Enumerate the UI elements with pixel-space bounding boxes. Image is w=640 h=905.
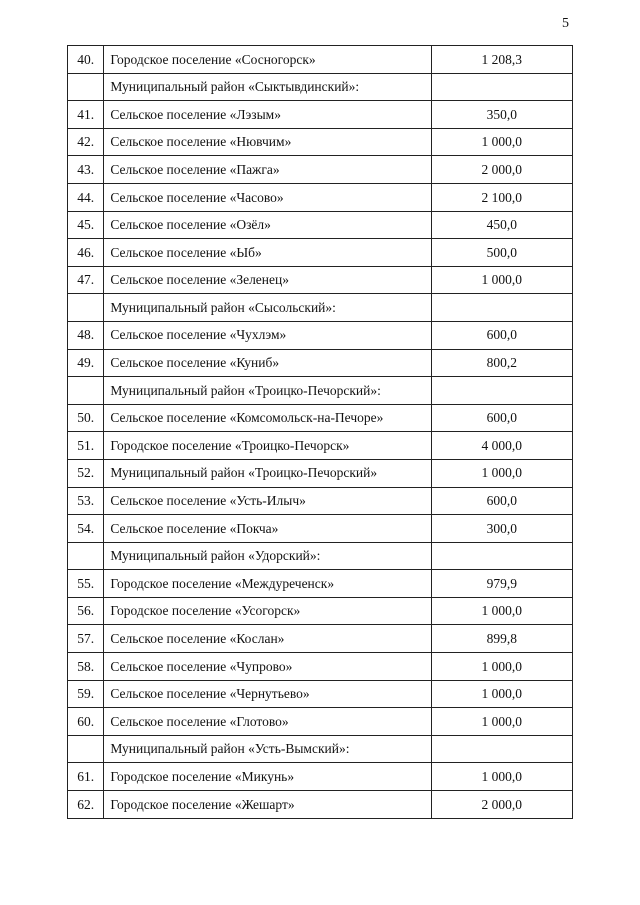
table-row <box>68 211 573 239</box>
settlement-name-cell: Сельское поселение «Нювчим» <box>104 128 431 156</box>
table-row <box>68 128 573 156</box>
settlement-name-cell: Сельское поселение «Комсомольск-на-Печоре» <box>104 404 431 432</box>
amount-cell <box>431 735 572 763</box>
amount-cell: 1 000,0 <box>431 653 572 681</box>
row-number-cell: 44. <box>68 183 104 211</box>
settlement-name-cell: Городское поселение «Сосногорск» <box>104 46 431 74</box>
row-number-cell: 41. <box>68 101 104 129</box>
settlement-name-cell: Сельское поселение «Ыб» <box>104 239 431 267</box>
allocation-table <box>67 45 573 819</box>
table-row <box>68 266 573 294</box>
row-number-cell: 52. <box>68 459 104 487</box>
table-row <box>68 101 573 129</box>
settlement-name-cell: Муниципальный район «Удорский»: <box>104 542 431 570</box>
table-row <box>68 156 573 184</box>
table-row <box>68 653 573 681</box>
table-row <box>68 349 573 377</box>
amount-cell: 800,2 <box>431 349 572 377</box>
settlement-name-cell: Сельское поселение «Лэзым» <box>104 101 431 129</box>
row-number-cell: 54. <box>68 515 104 543</box>
settlement-name-cell: Сельское поселение «Покча» <box>104 515 431 543</box>
amount-cell: 1 208,3 <box>431 46 572 74</box>
settlement-name-cell: Городское поселение «Микунь» <box>104 763 431 791</box>
row-number-cell <box>68 735 104 763</box>
district-header-row <box>68 377 573 405</box>
row-number-cell: 59. <box>68 680 104 708</box>
settlement-name-cell: Сельское поселение «Чупрово» <box>104 653 431 681</box>
row-number-cell: 55. <box>68 570 104 598</box>
settlement-name-cell: Сельское поселение «Чернутьево» <box>104 680 431 708</box>
settlement-name-cell: Сельское поселение «Зеленец» <box>104 266 431 294</box>
amount-cell <box>431 294 572 322</box>
row-number-cell: 62. <box>68 791 104 819</box>
row-number-cell: 45. <box>68 211 104 239</box>
settlement-name-cell: Сельское поселение «Глотово» <box>104 708 431 736</box>
table-row <box>68 459 573 487</box>
amount-cell: 1 000,0 <box>431 459 572 487</box>
row-number-cell: 58. <box>68 653 104 681</box>
amount-cell: 2 000,0 <box>431 791 572 819</box>
settlement-name-cell: Городское поселение «Усогорск» <box>104 597 431 625</box>
row-number-cell <box>68 542 104 570</box>
amount-cell: 300,0 <box>431 515 572 543</box>
table-row <box>68 597 573 625</box>
amount-cell: 1 000,0 <box>431 128 572 156</box>
row-number-cell <box>68 377 104 405</box>
row-number-cell: 42. <box>68 128 104 156</box>
row-number-cell: 53. <box>68 487 104 515</box>
amount-cell: 450,0 <box>431 211 572 239</box>
settlement-name-cell: Сельское поселение «Часово» <box>104 183 431 211</box>
row-number-cell <box>68 294 104 322</box>
settlement-name-cell: Муниципальный район «Троицко-Печорский»: <box>104 377 431 405</box>
settlement-name-cell: Муниципальный район «Троицко-Печорский» <box>104 459 431 487</box>
row-number-cell: 57. <box>68 625 104 653</box>
row-number-cell: 47. <box>68 266 104 294</box>
settlement-name-cell: Городское поселение «Троицко-Печорск» <box>104 432 431 460</box>
row-number-cell: 56. <box>68 597 104 625</box>
table-row <box>68 487 573 515</box>
settlement-name-cell: Городское поселение «Междуреченск» <box>104 570 431 598</box>
amount-cell <box>431 377 572 405</box>
amount-cell: 500,0 <box>431 239 572 267</box>
row-number-cell: 48. <box>68 321 104 349</box>
amount-cell: 350,0 <box>431 101 572 129</box>
table-row <box>68 46 573 74</box>
district-header-row <box>68 542 573 570</box>
settlement-name-cell: Сельское поселение «Усть-Илыч» <box>104 487 431 515</box>
page-number: 5 <box>562 16 569 31</box>
amount-cell: 899,8 <box>431 625 572 653</box>
table-row <box>68 763 573 791</box>
settlement-name-cell: Муниципальный район «Усть-Вымский»: <box>104 735 431 763</box>
table-row <box>68 239 573 267</box>
amount-cell: 1 000,0 <box>431 763 572 791</box>
settlement-name-cell: Муниципальный район «Сыктывдинский»: <box>104 73 431 101</box>
table-row <box>68 515 573 543</box>
table-row <box>68 432 573 460</box>
amount-cell: 1 000,0 <box>431 680 572 708</box>
row-number-cell: 51. <box>68 432 104 460</box>
amount-cell <box>431 542 572 570</box>
amount-cell <box>431 73 572 101</box>
amount-cell: 600,0 <box>431 321 572 349</box>
district-header-row <box>68 735 573 763</box>
amount-cell: 1 000,0 <box>431 708 572 736</box>
settlement-name-cell: Сельское поселение «Озёл» <box>104 211 431 239</box>
settlement-name-cell: Городское поселение «Жешарт» <box>104 791 431 819</box>
settlement-name-cell: Сельское поселение «Чухлэм» <box>104 321 431 349</box>
amount-cell: 2 100,0 <box>431 183 572 211</box>
table-row <box>68 570 573 598</box>
settlement-name-cell: Муниципальный район «Сысольский»: <box>104 294 431 322</box>
table-row <box>68 321 573 349</box>
district-header-row <box>68 294 573 322</box>
row-number-cell: 43. <box>68 156 104 184</box>
settlement-name-cell: Сельское поселение «Пажга» <box>104 156 431 184</box>
row-number-cell: 40. <box>68 46 104 74</box>
row-number-cell: 49. <box>68 349 104 377</box>
amount-cell: 2 000,0 <box>431 156 572 184</box>
amount-cell: 1 000,0 <box>431 266 572 294</box>
table-row <box>68 791 573 819</box>
district-header-row <box>68 73 573 101</box>
amount-cell: 600,0 <box>431 404 572 432</box>
row-number-cell: 61. <box>68 763 104 791</box>
row-number-cell <box>68 73 104 101</box>
settlement-name-cell: Сельское поселение «Куниб» <box>104 349 431 377</box>
table-row <box>68 708 573 736</box>
row-number-cell: 60. <box>68 708 104 736</box>
table-row <box>68 625 573 653</box>
amount-cell: 979,9 <box>431 570 572 598</box>
amount-cell: 4 000,0 <box>431 432 572 460</box>
table-row <box>68 183 573 211</box>
table-body <box>68 46 573 819</box>
amount-cell: 1 000,0 <box>431 597 572 625</box>
row-number-cell: 50. <box>68 404 104 432</box>
table-row <box>68 680 573 708</box>
settlement-name-cell: Сельское поселение «Кослан» <box>104 625 431 653</box>
table-row <box>68 404 573 432</box>
row-number-cell: 46. <box>68 239 104 267</box>
amount-cell: 600,0 <box>431 487 572 515</box>
